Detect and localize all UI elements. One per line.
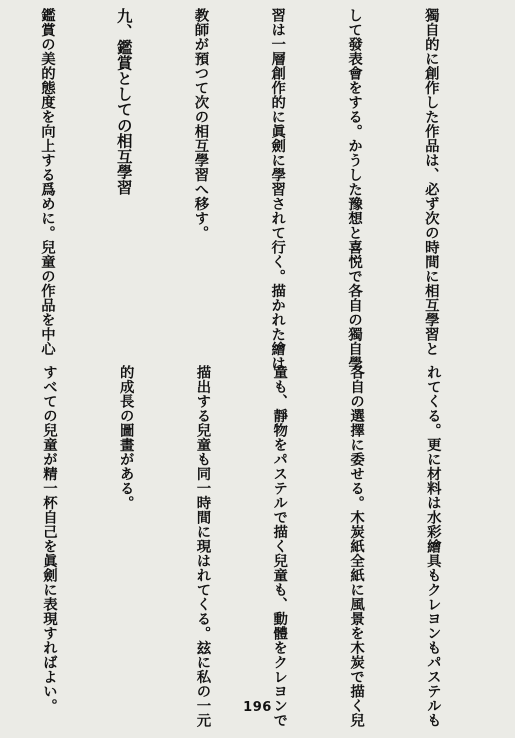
section-heading: 九、鑑賞としての相互學習 (114, 8, 134, 196)
text-column: 描出する兒童も同一時間に現はれてくる。玆に私の一元 (194, 365, 212, 728)
text-column: 鑑賞の美的態度を向上する爲めに。兒童の作品を中心 (38, 8, 56, 356)
text-column: して發表會をする。かうした豫想と喜悦で各自の獨自學 (346, 8, 364, 371)
text-column: すべての兒童が精一杯自己を眞劍に表現すればよい。 (40, 365, 58, 713)
text-column: 童も、靜物をパステルで描く兒童も、動體をクレヨンで (271, 365, 289, 728)
page-number: 196 (243, 700, 272, 715)
text-column: れてくる。更に材料は水彩繪具もクレヨンもパステルも (424, 365, 442, 728)
text-column: 獨自的に創作した作品は、必ず次の時間に相互學習と (422, 8, 440, 356)
text-column: 的成長の圖畫がある。 (117, 365, 135, 510)
text-column: 習は一層創作的に眞劍に學習されて行く。描かれた繪は (269, 8, 287, 371)
upper-text-block (6, 8, 495, 371)
text-column: 教師が預つて次の相互學習へ移す。 (192, 8, 210, 240)
text-column: 各自の選擇に委せる。木炭紙全紙に風景を木炭で描く兒 (348, 365, 366, 728)
